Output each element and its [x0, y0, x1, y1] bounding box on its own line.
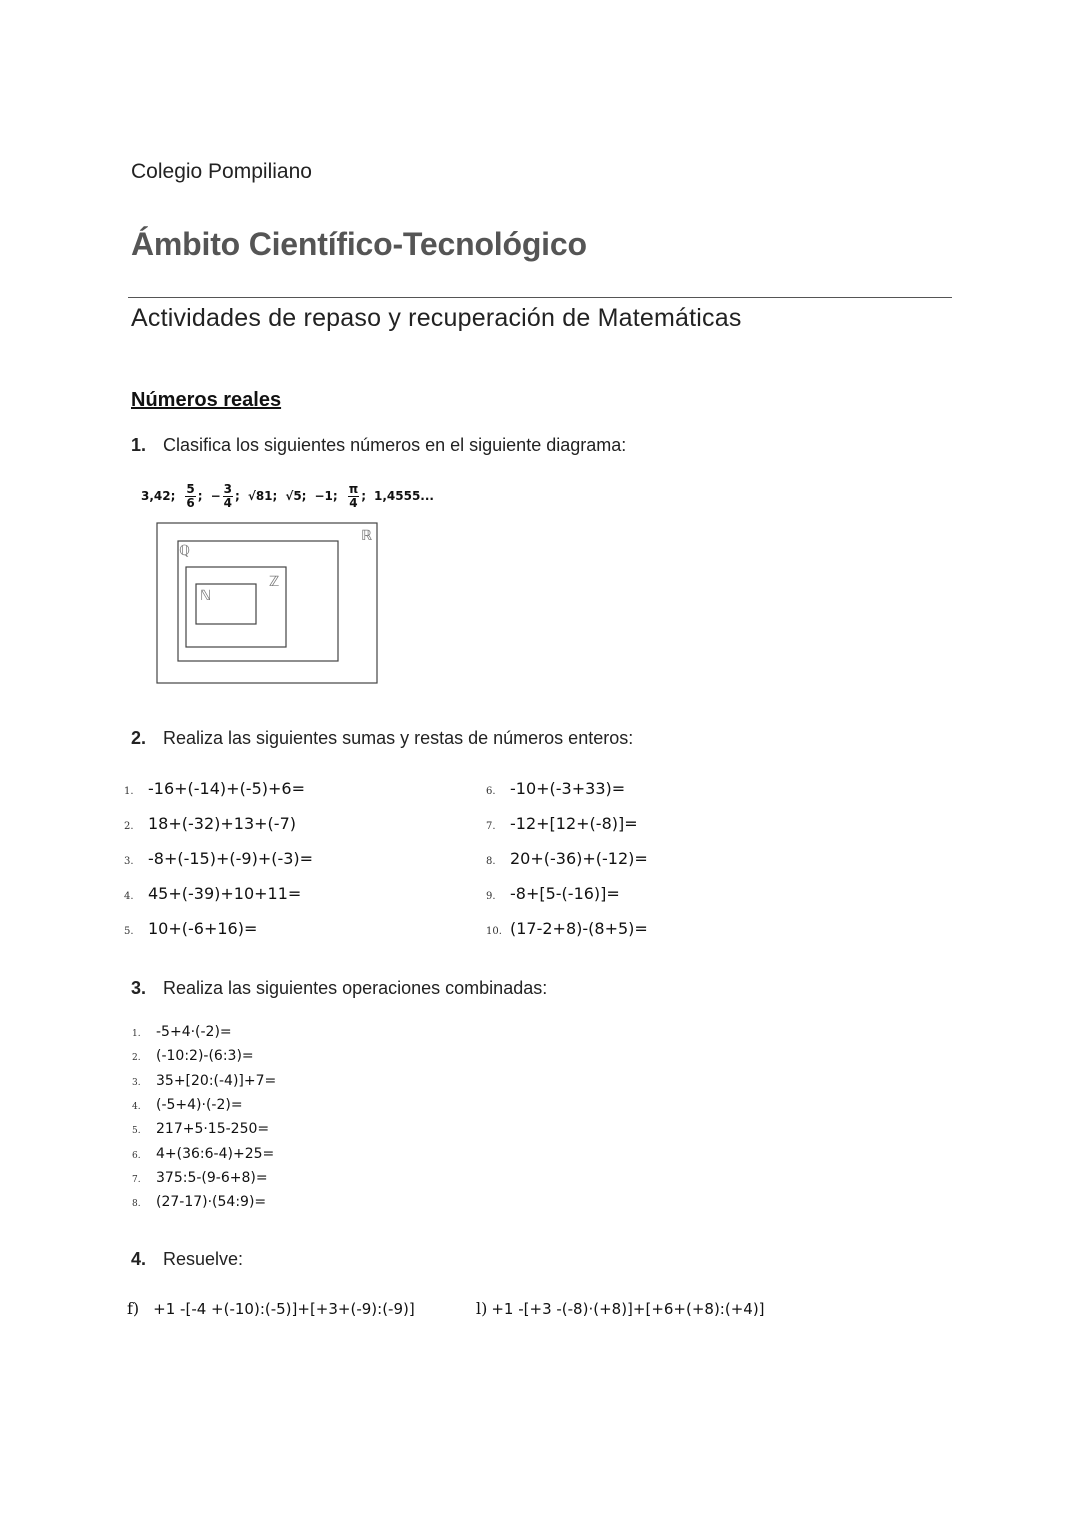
set-Q-label: ℚ	[179, 543, 191, 559]
numbers-to-classify: 3,42; $\frac{5}{6}$ ; − $\frac{3}{4}$ ; √81; √5; −1; $\frac{\pi}{4}$ ; 1,4555...	[141, 481, 434, 510]
exercise-l	[476, 1299, 765, 1318]
list-item: 6. 4+(36:6-4)+25=	[132, 1146, 275, 1162]
set-Z-label: ℤ	[269, 574, 280, 590]
question-text: Resuelve:	[163, 1249, 244, 1269]
list-item: 3. -8+(-15)+(-9)+(-3)=	[124, 849, 314, 868]
exercise-f	[127, 1299, 415, 1318]
question-text: Realiza las siguientes sumas y restas de números enteros:	[163, 728, 634, 748]
set-R-label: ℝ	[361, 528, 373, 544]
list-item: 1. -5+4·(-2)=	[132, 1024, 232, 1040]
list-item: 2. (-10:2)-(6:3)=	[132, 1048, 254, 1064]
exercise-expression: +1 -[+3 -(-8)·(+8)]+[+6+(+8):(+4)]	[491, 1300, 765, 1318]
list-item: 8. (27-17)·(54:9)=	[132, 1194, 267, 1210]
number-neg1: −1;	[314, 489, 338, 503]
list-item: 5. 217+5·15-250=	[132, 1121, 270, 1137]
fraction-pi-4: $\frac{\pi}{4}$	[348, 481, 359, 510]
list-item: 8. 20+(-36)+(-12)=	[486, 849, 648, 868]
number-sqrt5: √5;	[285, 489, 307, 503]
set-N-label: ℕ	[200, 588, 212, 604]
question-text: Realiza las siguientes operaciones combinadas:	[163, 978, 548, 998]
question-2	[131, 728, 633, 749]
section-title: Números reales	[131, 389, 282, 411]
school-name: Colegio Pompiliano	[131, 160, 312, 183]
exercise-expression: +1 -[-4 +(-10):(-5)]+[+3+(-9):(-9)]	[153, 1300, 415, 1318]
list-item: 2. 18+(-32)+13+(-7)	[124, 814, 296, 833]
question-number: 2.	[131, 728, 147, 748]
number-periodic: 1,4555...	[374, 489, 434, 503]
list-item: 4. (-5+4)·(-2)=	[132, 1097, 243, 1113]
list-item: 5. 10+(-6+16)=	[124, 919, 258, 938]
list-item: 6. -10+(-3+33)=	[486, 779, 626, 798]
question-number: 3.	[131, 978, 147, 998]
list-item: 1. -16+(-14)+(-5)+6=	[124, 779, 305, 798]
page-subtitle: Actividades de repaso y recuperación de Matemáticas	[131, 304, 742, 332]
list-item: 10. (17-2+8)-(8+5)=	[486, 919, 648, 938]
question-3	[131, 978, 547, 999]
title-divider	[128, 297, 952, 298]
page-title: Ámbito Científico-Tecnológico	[131, 226, 587, 262]
fraction-3-4: $\frac{3}{4}$	[223, 481, 232, 510]
number-decimal: 3,42;	[141, 489, 176, 503]
list-item: 7. -12+[12+(-8)]=	[486, 814, 638, 833]
sets-diagram	[150, 520, 390, 690]
number-sqrt81: √81;	[247, 489, 278, 503]
question-number: 4.	[131, 1249, 147, 1269]
minus-sign: −	[210, 489, 221, 503]
question-number: 1.	[131, 435, 147, 455]
list-item: 9. -8+[5-(-16)]=	[486, 884, 620, 903]
list-item: 3. 35+[20:(-4)]+7=	[132, 1073, 277, 1089]
question-1	[131, 435, 626, 456]
fraction-5-6: $\frac{5}{6}$	[186, 481, 195, 510]
question-4	[131, 1249, 243, 1270]
list-item: 7. 375:5-(9-6+8)=	[132, 1170, 268, 1186]
exercise-label: f)	[127, 1299, 140, 1318]
exercise-label: l)	[476, 1299, 488, 1318]
list-item: 4. 45+(-39)+10+11=	[124, 884, 302, 903]
question-text: Clasifica los siguientes números en el siguiente diagrama:	[163, 435, 627, 455]
